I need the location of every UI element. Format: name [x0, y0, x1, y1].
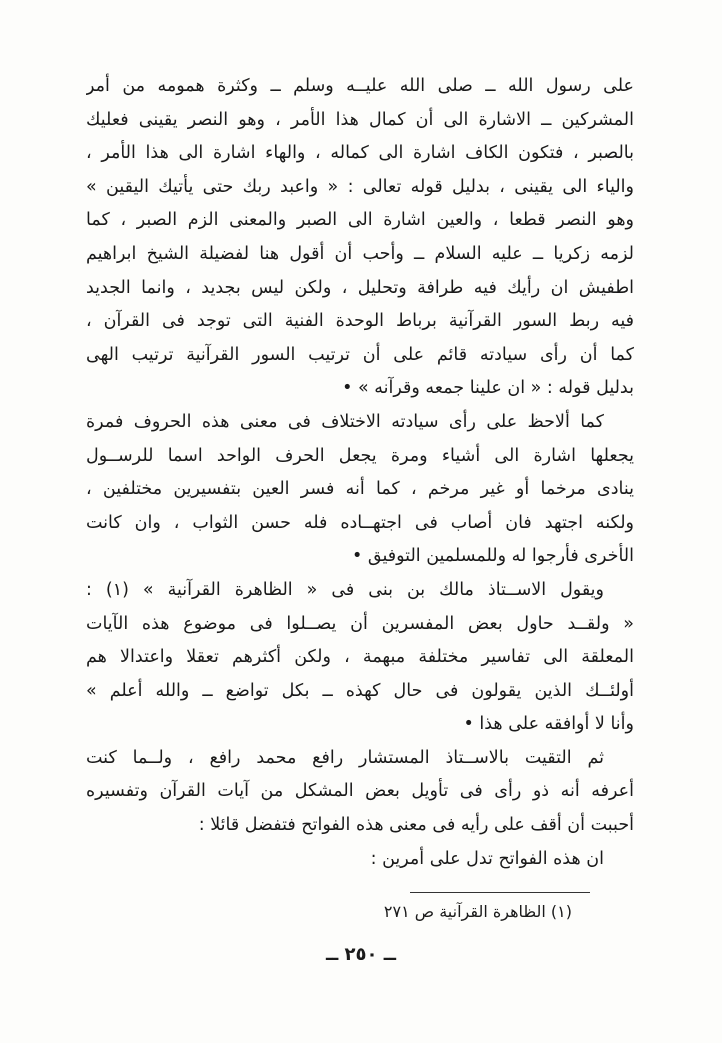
text-line: على رسول الله ــ صلى الله عليــه وسلم ــ وكثرة همومه من أمر	[86, 76, 634, 96]
text-line: الأخرى فأرجوا له وللمسلمين التوفيق •	[352, 546, 634, 567]
footnote: (١) الظاهرة القرآنية ص ٢٧١	[383, 902, 572, 921]
text-line: فيه ربط السور القرآنية برباط الوحدة الفنية التى توجد فى القرآن ،	[86, 311, 634, 332]
text-line: ولكنه اجتهد فان أصاب فى اجتهــاده فله حسن الثواب ، وان كانت	[86, 512, 634, 533]
text-line: « ولقــد حاول بعض المفسرين أن يصــلوا فى موضوع هذه الآيات	[86, 613, 634, 634]
text-line: بالصبر ، فتكون الكاف اشارة الى كماله ، والهاء اشارة الى هذا الأمر ،	[86, 143, 634, 164]
text-line: المعلقة الى تفاسير مختلفة مبهمة ، ولكن أكثرهم تعقلا واعتدالا هم	[86, 647, 634, 668]
text-line: أولئــك الذين يقولون فى حال كهذه ــ بكل تواضع ــ والله أعلم »	[86, 680, 634, 701]
text-line: أعرفه أنه ذو رأى فى تأويل بعض المشكل من آيات القرآن وتفسيره	[86, 781, 634, 802]
footnote-divider	[410, 892, 590, 893]
text-line: يجعلها اشارة الى أشياء ومرة يجعل الحرف الواحد اسما للرســول	[86, 445, 634, 466]
text-line: لزمه زكريا ــ عليه السلام ــ وأحب أن أقول هنا لفضيلة الشيخ ابراهيم	[86, 243, 634, 264]
text-line: بدليل قوله : « ان علينا جمعه وقرآنه » •	[342, 378, 634, 399]
text-line: وهو النصر قطعا ، والعين اشارة الى الصبر والمعنى الزم الصبر ، كما	[86, 210, 634, 231]
text-line: المشركين ــ الاشارة الى أن كمال هذا الأمر ، وهو النصر يقينى فعليك	[86, 109, 634, 130]
text-line: ينادى مرخما أو غير مرخم ، كما أنه فسر العين بتفسيرين مختلفين ،	[86, 479, 634, 500]
text-line: والياء الى يقينى ، بدليل قوله تعالى : « واعبد ربك حتى يأتيك اليقين »	[86, 176, 634, 197]
text-line: ان هذه الفواتح تدل على أمرين :	[370, 848, 604, 869]
text-line: ثم التقيت بالاســتاذ المستشار رافع محمد رافع ، ولــما كنت	[86, 747, 604, 768]
text-line: كما أن رأى سيادته قائم على أن ترتيب السور القرآنية ترتيب الهى	[86, 344, 634, 365]
page-number: ــ ٢٥٠ ــ	[325, 944, 397, 965]
text-line: اطفيش ان رأيك فيه طرافة وتحليل ، ولكن ليس بجديد ، وانما الجديد	[86, 277, 634, 298]
text-line: كما ألاحظ على رأى سيادته الاختلاف فى معنى هذه الحروف فمرة	[86, 411, 604, 432]
text-line: ويقول الاســتاذ مالك بن بنى فى « الظاهرة القرآنية » (١) :	[86, 579, 604, 600]
text-line: أحببت أن أقف على رأيه فى معنى هذه الفواتح فتفضل قائلا :	[198, 815, 634, 836]
text-line: وأنا لا أوافقه على هذا •	[463, 714, 634, 735]
body-text	[86, 70, 634, 876]
